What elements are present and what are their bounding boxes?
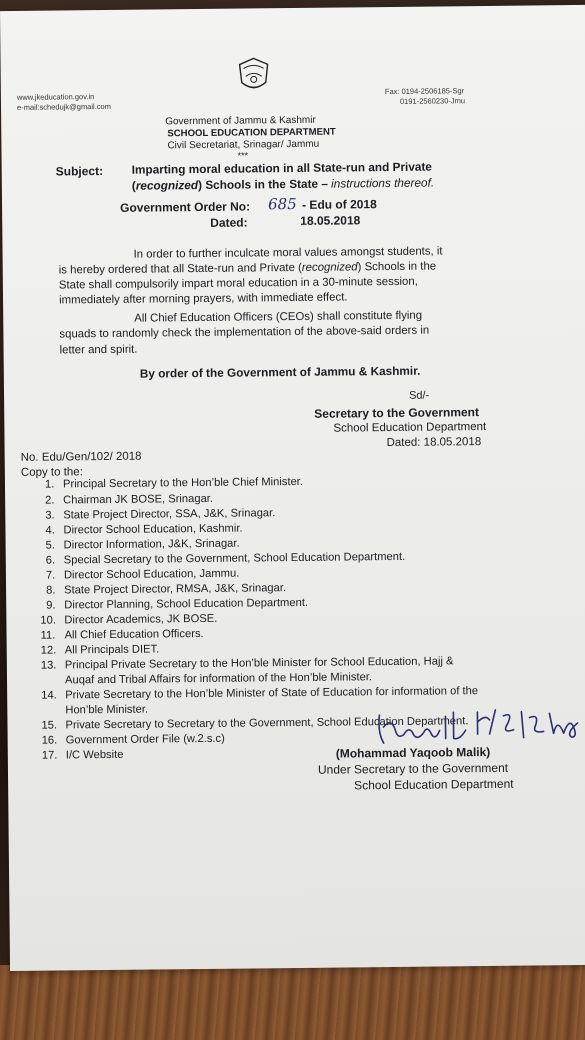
copy-list-item: State Project Director, RMSA, J&K, Srinagar. (64, 582, 287, 597)
copy-list-number: 4. (45, 524, 55, 537)
signatory-2-department: School Education Department (354, 776, 514, 793)
copy-list-number: 16. (41, 734, 58, 747)
government-order-document (0, 5, 585, 971)
paragraph-1-line-1: In order to further inculcate moral values amongst students, it (133, 245, 443, 261)
state-emblem-icon (237, 56, 271, 94)
copy-to-heading: Copy to the: (20, 466, 83, 479)
copy-list-item: Director Information, J&K, Srinagar. (63, 537, 240, 552)
copy-list-item: Government Order File (w.2.s.c) (65, 732, 225, 747)
paragraph-2-line-3: letter and spirit. (59, 343, 138, 357)
order-no-handwritten: 685 (267, 194, 297, 214)
copy-list-item: Director Planning, School Education Department. (64, 596, 309, 612)
copy-list-number: 8. (46, 584, 56, 597)
copy-list-number: 3. (45, 509, 55, 522)
paragraph-2-line-2: squads to randomly check the implementation of the above-said orders in (59, 324, 430, 341)
copy-list-number: 17. (41, 749, 58, 762)
copy-list-number: 15. (41, 719, 58, 732)
signatory-1-department: School Education Department (333, 420, 487, 435)
copy-list-item: Private Secretary to Secretary to the Government, School Education Department. (65, 715, 469, 732)
wooden-desk-surface (0, 965, 585, 1040)
copy-list-item-continuation: Hon’ble Minister. (65, 703, 149, 717)
signatory-2-title: Under Secretary to the Government (317, 760, 509, 777)
p1-l2-c: ) Schools in the (357, 260, 437, 274)
p1-l2-recognized: recognized (301, 261, 358, 274)
signatory-1-date: Dated: 18.05.2018 (386, 436, 482, 450)
signatory-2-name: (Mohammad Yaqoob Malik) (335, 744, 491, 761)
order-dated-label: Dated: (210, 215, 248, 230)
copy-list-number: 11. (40, 629, 56, 642)
order-dated-value: 18.05.2018 (300, 213, 361, 228)
copy-list-item: Director School Education, Jammu. (63, 567, 240, 582)
copy-list-item: All Principals DIET. (64, 643, 160, 657)
subject-line-1: Imparting moral education in all State-run and Private (131, 159, 432, 177)
copy-list-item: Director Academics, JK BOSE. (64, 612, 218, 627)
copy-list-item: Chairman JK BOSE, Srinagar. (63, 492, 214, 507)
subject-recognized: recognized (135, 177, 199, 193)
copy-list-number: 1. (44, 478, 55, 491)
email-text: e-mail:schedujk@gmail.com (16, 101, 111, 112)
fax-line-1: Fax: 0194-2506185-Sgr (384, 86, 465, 97)
paragraph-2-line-1: All Chief Education Officers (CEOs) shall constitute flying (134, 309, 423, 325)
copy-list-number: 12. (40, 644, 57, 657)
order-no-suffix: - Edu of 2018 (301, 197, 377, 212)
fax-line-2: 0191-2560230-Jmu (399, 96, 466, 106)
copy-list-item: Director School Education, Kashmir. (63, 522, 243, 537)
copy-list-number: 5. (45, 539, 56, 552)
sd-mark: Sd/- (409, 389, 430, 402)
order-no-label: Government Order No: (120, 199, 251, 215)
subject-instructions: instructions thereof. (331, 175, 435, 191)
department-address: Civil Secretariat, Srinagar/ Jammu (167, 138, 320, 152)
copy-list-item: State Project Director, SSA, J&K, Srinagar. (63, 507, 276, 522)
copy-list-number: 14. (41, 689, 57, 702)
subject-line-2-rest: ) Schools in the State – (197, 176, 328, 192)
copy-list-number: 7. (45, 569, 56, 582)
signatory-1-title: Secretary to the Government (314, 405, 480, 421)
subject-paren-open: ( (131, 178, 136, 193)
copy-list-number: 6. (45, 554, 56, 567)
by-order-line: By order of the Government of Jammu & Kashmir. (139, 363, 421, 381)
subject-label: Subject: (55, 163, 104, 179)
copy-list-item: Principal Private Secretary to the Hon’ble Minister for School Education, Hajj & (64, 655, 454, 672)
copy-list-number: 10. (40, 614, 57, 627)
copy-list-number: 13. (40, 659, 57, 672)
subject-line-2 (132, 176, 434, 193)
copy-list-item-continuation: Auqaf and Tribal Affairs for information of the Hon’ble Minister. (64, 671, 373, 687)
website-text: www.jkeducation.gov.in (16, 92, 95, 102)
copy-list-item: I/C Website (65, 748, 124, 762)
p1-l2-a: is hereby ordered that all State-run and Private ( (58, 261, 302, 277)
paragraph-1-line-4: immediately after morning prayers, with immediate effect. (58, 291, 348, 307)
copy-list-item: Private Secretary to the Hon’ble Minister of State of Education for information of the (65, 685, 479, 702)
government-name: Government of Jammu & Kashmir (165, 114, 316, 128)
paragraph-1-line-3: State shall compulsorily impart moral education in a 30-minute session, (58, 275, 418, 292)
copy-list-item: Principal Secretary to the Hon’ble Chief Minister. (62, 475, 304, 491)
copy-list-number: 9. (46, 599, 56, 612)
copy-list-number: 2. (45, 494, 55, 507)
reference-number: No. Edu/Gen/102/ 2018 (20, 450, 142, 464)
department-name: SCHOOL EDUCATION DEPARTMENT (167, 126, 336, 140)
separator-stars: *** (237, 150, 249, 161)
copy-list-item: Special Secretary to the Government, School Education Department. (63, 550, 406, 567)
copy-list-item: All Chief Education Officers. (64, 627, 204, 642)
